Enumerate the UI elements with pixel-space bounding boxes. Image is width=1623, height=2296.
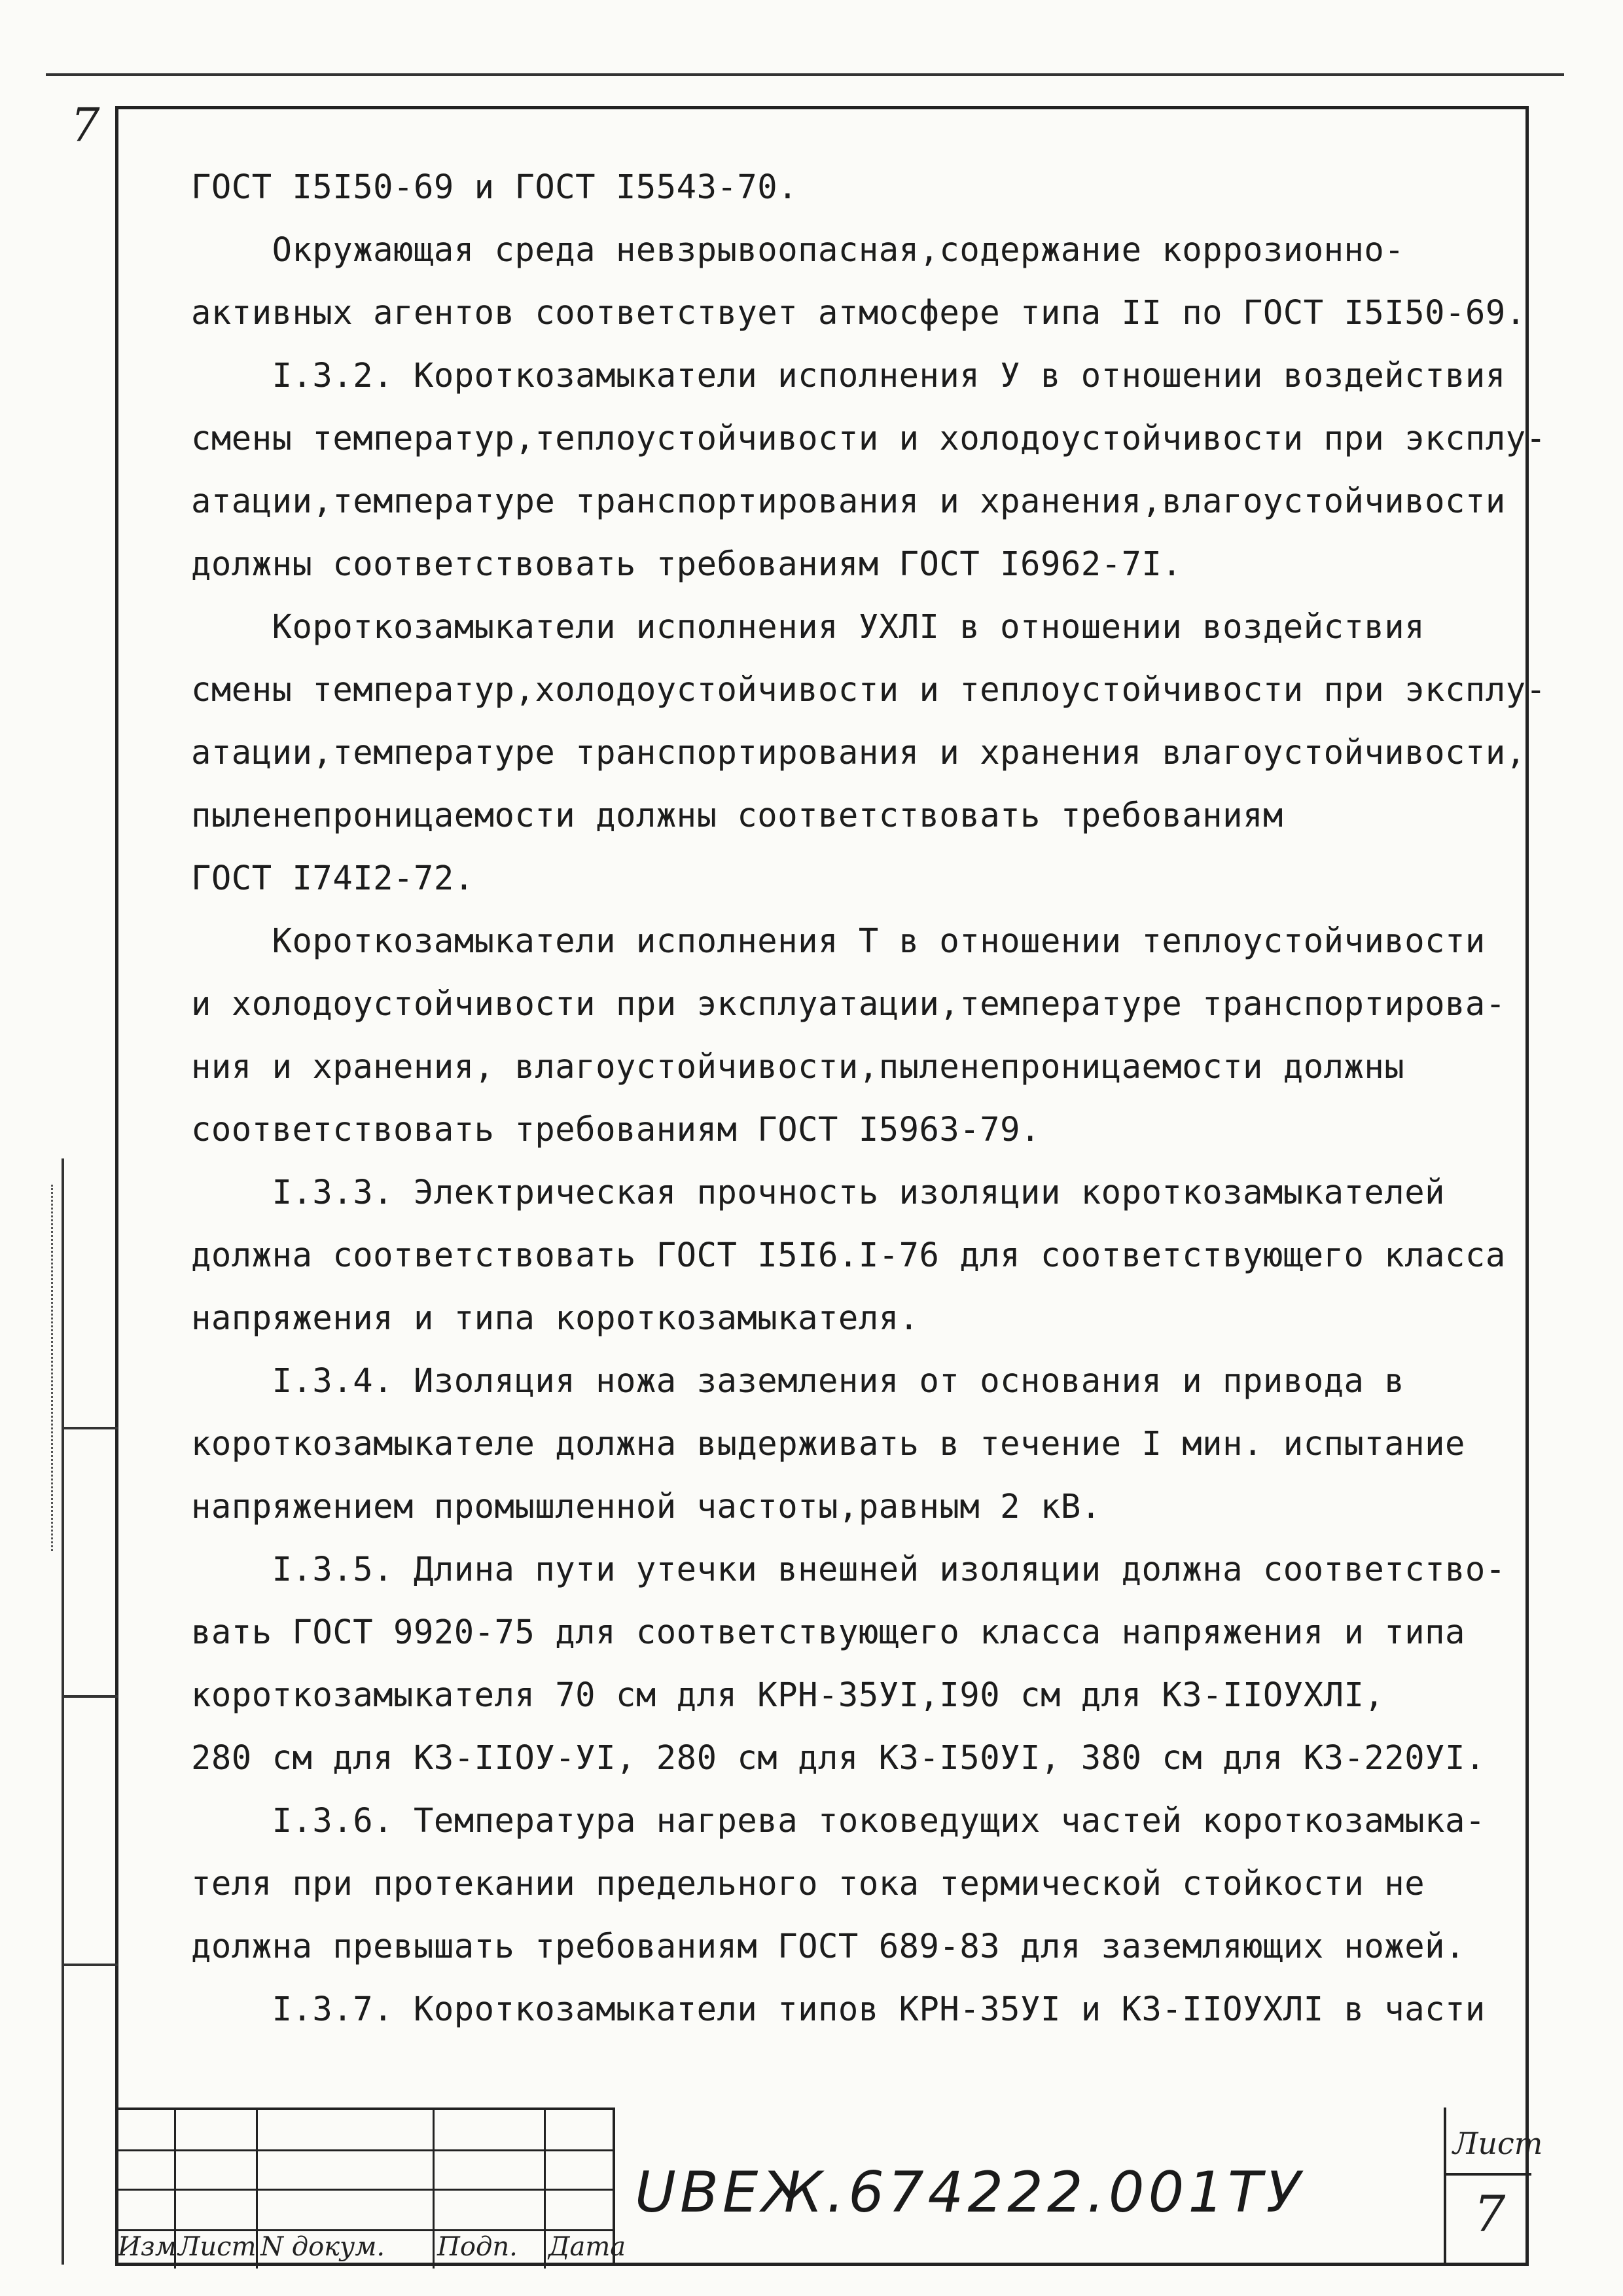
text-line: вать ГОСТ 9920-75 для соответствующего класса напряжения и типа [191, 1613, 1465, 1651]
text-line: активных агентов соответствует атмосфере типа II по ГОСТ I5I50-69. [191, 293, 1526, 332]
grid-col-line [544, 2110, 546, 2269]
revision-grid [115, 2108, 626, 2266]
sheet-number: 7 [1474, 2185, 1506, 2243]
text-line: короткозамыкателе должна выдерживать в течение I мин. испытание [191, 1424, 1465, 1463]
text-line: смены температур,теплоустойчивости и холодоустойчивости при эксплу- [191, 419, 1546, 457]
margin-divider [64, 1427, 118, 1429]
text-line: соответствовать требованиям ГОСТ I5963-79. [191, 1110, 1041, 1149]
text-line: Короткозамыкатели исполнения УХЛI в отношении воздействия [191, 607, 1425, 646]
document-code: UBEЖ.674222.001ТУ [635, 2160, 1304, 2225]
grid-col-line [433, 2110, 435, 2269]
grid-row-line [115, 2189, 613, 2191]
text-line: I.3.4. Изоляция ножа заземления от основания и привода в [191, 1361, 1405, 1400]
header-list: Лист [178, 2232, 257, 2262]
text-line: ния и хранения, влагоустойчивости,пыленепроницаемости должны [191, 1047, 1405, 1086]
text-line: 280 см для КЗ-IIОУ-УI, 280 см для КЗ-I50УI, 380 см для КЗ-220УI. [191, 1738, 1486, 1777]
sheet-label: Лист [1453, 2126, 1543, 2161]
sheet-box [1444, 2108, 1543, 2266]
text-line: I.3.6. Температура нагрева токоведущих частей короткозамыка- [191, 1801, 1486, 1840]
sheet-box-divider [1446, 2173, 1531, 2176]
grid-row-line [115, 2149, 613, 2151]
text-line: должны соответствовать требованиям ГОСТ I6962-7I. [191, 545, 1183, 583]
margin-divider [64, 1964, 118, 1966]
header-doc-number: N докум. [260, 2232, 385, 2262]
text-line: ГОСТ I5I50-69 и ГОСТ I5543-70. [191, 168, 798, 206]
text-line: I.3.3. Электрическая прочность изоляции короткозамыкателей [191, 1173, 1446, 1211]
margin-dotted-line [51, 1185, 53, 1551]
title-block-separator [613, 2108, 615, 2266]
document-body [191, 156, 1546, 2041]
margin-divider [64, 1695, 118, 1698]
header-izm: Изм [118, 2232, 177, 2262]
text-line: атации,температуре транспортирования и хранения,влагоустойчивости [191, 482, 1506, 520]
text-line: I.3.5. Длина пути утечки внешней изоляции должна соответство- [191, 1550, 1506, 1588]
text-line: Окружающая среда невзрывоопасная,содержание коррозионно- [191, 230, 1405, 269]
corner-page-number: 7 [71, 98, 100, 152]
text-line: смены температур,холодоустойчивости и теплоустойчивости при эксплу- [191, 670, 1546, 709]
text-line: теля при протекании предельного тока термической стойкости не [191, 1864, 1425, 1903]
text-line: короткозамыкателя 70 см для КРН-35УI,I90 см для КЗ-IIОУХЛI, [191, 1676, 1385, 1714]
text-line: I.3.7. Короткозамыкатели типов КРН-35УI и КЗ-IIОУХЛI в части [191, 1990, 1486, 2028]
text-line: напряжением промышленной частоты,равным 2 кВ. [191, 1487, 1101, 1526]
text-line: должна превышать требованиям ГОСТ 689-83 для заземляющих ножей. [191, 1927, 1465, 1965]
text-line: должна соответствовать ГОСТ I5I6.I-76 для соответствующего класса [191, 1236, 1506, 1274]
text-line: I.3.2. Короткозамыкатели исполнения У в отношении воздействия [191, 356, 1506, 395]
text-line: и холодоустойчивости при эксплуатации,температуре транспортирова- [191, 984, 1506, 1023]
header-signature: Подп. [437, 2232, 518, 2262]
text-line: Короткозамыкатели исполнения Т в отношении теплоустойчивости [191, 922, 1486, 960]
text-line: атации,температуре транспортирования и хранения влагоустойчивости, [191, 733, 1526, 772]
top-border-line [46, 73, 1564, 76]
text-line: ГОСТ I74I2-72. [191, 859, 474, 897]
header-date: Дата [548, 2232, 626, 2262]
text-line: напряжения и типа короткозамыкателя. [191, 1299, 919, 1337]
grid-row-line [115, 2229, 613, 2231]
left-margin-strip [62, 1158, 115, 2265]
text-line: пыленепроницаемости должны соответствовать требованиям [191, 796, 1283, 834]
